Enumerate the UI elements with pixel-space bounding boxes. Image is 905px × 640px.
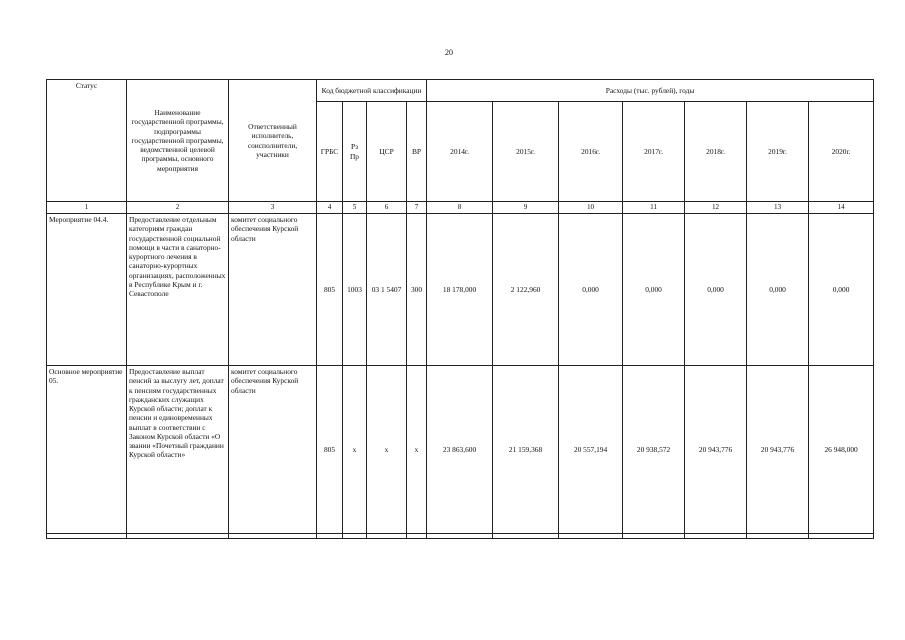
row-rzpr: 1003: [343, 214, 367, 366]
blank-cell: [47, 534, 127, 539]
header-year-2014: 2014г.: [427, 102, 493, 202]
blank-cell: [407, 534, 427, 539]
column-number: 4: [317, 202, 343, 214]
column-number: 14: [809, 202, 874, 214]
header-row-1: [47, 80, 874, 102]
row-value-2014: 18 178,000: [427, 214, 493, 366]
column-number-row: [47, 202, 874, 214]
budget-table: [46, 79, 874, 539]
row-responsible: комитет социального обеспечения Курской области: [229, 366, 317, 534]
row-value-2015: 21 159,368: [493, 366, 559, 534]
header-budget-code: Код бюджетной классификации: [317, 80, 427, 102]
column-number: 12: [685, 202, 747, 214]
header-year-2020: 2020г.: [809, 102, 874, 202]
header-year-2019: 2019г.: [747, 102, 809, 202]
row-name: Предоставление выплат пенсий за выслугу лет, доплат к пенсиям государственных гражданских служащих Курской области; доплат к пенсии и единовременных выплат в соответствии с Законом Курской области «О звании «Почетный гражданин Курской области»: [127, 366, 229, 534]
row-value-2018: 0,000: [685, 214, 747, 366]
row-value-2016: 0,000: [559, 214, 623, 366]
row-value-2016: 20 557,194: [559, 366, 623, 534]
header-year-2018: 2018г.: [685, 102, 747, 202]
row-grbs: 805: [317, 214, 343, 366]
page-number: 20: [445, 48, 453, 57]
header-name: Наименование государственной программы, подпрограммы государственной программы, ведомственной целевой программы, основного мероприятия: [127, 80, 229, 202]
blank-cell: [367, 534, 407, 539]
header-expenses: Расходы (тыс. рублей), годы: [427, 80, 874, 102]
row-csr: 03 1 5407: [367, 214, 407, 366]
header-status: Статус: [47, 80, 127, 202]
table-row: [47, 366, 874, 534]
table-row: [47, 214, 874, 366]
blank-cell: [343, 534, 367, 539]
column-number: 5: [343, 202, 367, 214]
row-name: Предоставление отдельным категориям граждан государственной социальной помощи в части в санаторно-курортного лечения в санаторно-курортных организациях, расположенных в Республике Крым и г. Севастополе: [127, 214, 229, 366]
column-number: 3: [229, 202, 317, 214]
blank-row: [47, 534, 874, 539]
header-grbs: ГРБС: [317, 102, 343, 202]
row-value-2019: 0,000: [747, 214, 809, 366]
row-status: Основное мероприятие 05.: [47, 366, 127, 534]
row-responsible: комитет социального обеспечения Курской области: [229, 214, 317, 366]
row-grbs: 805: [317, 366, 343, 534]
header-responsible: Ответственный исполнитель, соисполнители, участники: [229, 80, 317, 202]
blank-cell: [685, 534, 747, 539]
row-value-2020: 26 948,000: [809, 366, 874, 534]
blank-cell: [317, 534, 343, 539]
row-rzpr: х: [343, 366, 367, 534]
column-number: 1: [47, 202, 127, 214]
header-rzpr: [343, 102, 367, 202]
blank-cell: [127, 534, 229, 539]
header-year-2017: 2017г.: [623, 102, 685, 202]
column-number: 11: [623, 202, 685, 214]
column-number: 10: [559, 202, 623, 214]
blank-cell: [809, 534, 874, 539]
row-vr: 300: [407, 214, 427, 366]
header-rzpr-line1: Рз: [350, 142, 359, 152]
column-number: 8: [427, 202, 493, 214]
row-value-2017: 0,000: [623, 214, 685, 366]
blank-cell: [427, 534, 493, 539]
blank-cell: [747, 534, 809, 539]
blank-cell: [559, 534, 623, 539]
header-vr: ВР: [407, 102, 427, 202]
row-value-2014: 23 863,600: [427, 366, 493, 534]
column-number: 2: [127, 202, 229, 214]
header-csr: ЦСР: [367, 102, 407, 202]
row-vr: х: [407, 366, 427, 534]
row-value-2017: 20 938,572: [623, 366, 685, 534]
row-value-2015: 2 122,960: [493, 214, 559, 366]
row-value-2018: 20 943,776: [685, 366, 747, 534]
blank-cell: [493, 534, 559, 539]
row-csr: х: [367, 366, 407, 534]
row-value-2020: 0,000: [809, 214, 874, 366]
column-number: 6: [367, 202, 407, 214]
row-status: Мероприятие 04.4.: [47, 214, 127, 366]
header-year-2016: 2016г.: [559, 102, 623, 202]
column-number: 7: [407, 202, 427, 214]
column-number: 13: [747, 202, 809, 214]
row-value-2019: 20 943,776: [747, 366, 809, 534]
header-rzpr-line2: Пр: [349, 151, 360, 161]
blank-cell: [229, 534, 317, 539]
blank-cell: [623, 534, 685, 539]
column-number: 9: [493, 202, 559, 214]
header-year-2015: 2015г.: [493, 102, 559, 202]
